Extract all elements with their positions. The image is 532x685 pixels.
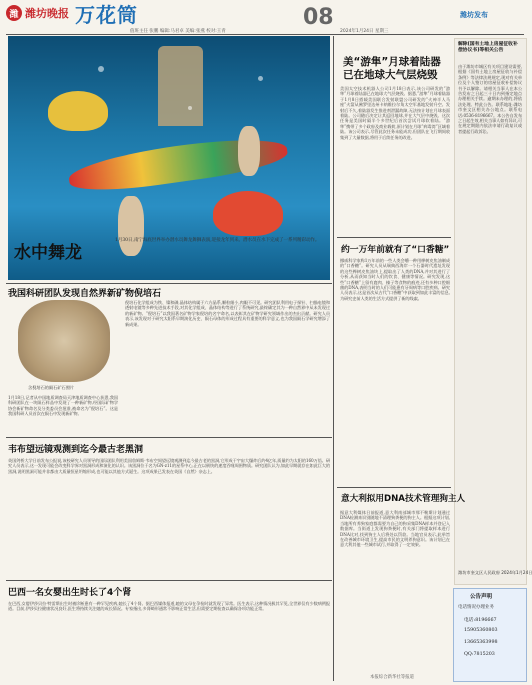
notice-body: 由于潍坊市城区有关项目建设需要,根据《国有土地上房屋征收与补偿条例》等法律法规规定,现对有关单位及个人签订的房屋征收补偿协议书予以解除。请相关当事人在本公告发布之日起三十日内到指定地点办理相关手续。逾期未办理的,将依法处理。特此公告。联系地址:潍坊市奎文区相关办公地点。联系电话:0536-8196667。本公告自发布之日起生效,相关当事人如有异议,可在规定期限内依法申请行政复议或者提起行政诉讼。	[458, 64, 522, 134]
contact-number[interactable]: 电话:8196667	[464, 618, 497, 623]
footer-credit: 本报综合新华社等报道	[370, 675, 414, 680]
bubble	[188, 106, 192, 110]
newspaper-logo: 潍	[6, 5, 22, 21]
bubble	[258, 76, 263, 81]
dog-title: 意大利拟用DNA技术管理狗主人	[341, 494, 466, 504]
moon-title-2: 已在地球大气层烧毁	[343, 69, 438, 81]
baby-title: 巴西一名女婴出生时长了4个肾	[8, 588, 132, 598]
masthead	[6, 2, 138, 27]
dog-body: 据意大利媒体日前报道,意大利南部城市那不勒斯计划通过DNA检测来识别随地不清理狗粪便的狗主人。根据这项计划,当地所有养狗家庭都需要为自己的狗采集DNA样本并登记入数据库。当街道上发现狗粪便时,有关部门将提取样本进行DNA比对,找到狗主人后将处以罚款。当地官员表示,此举旨在改善城市环境卫生,提高市民的文明养狗意识。该计划已在意大利其他一些城市试行,并取得了一定效果。	[340, 510, 450, 548]
bubble	[98, 66, 104, 72]
page-number: 08	[303, 5, 334, 30]
section-rule	[337, 487, 451, 488]
lion-costume	[213, 191, 283, 236]
section-rule	[6, 437, 332, 438]
mineral-image-caption: 含倪培石的陨石矿石照片	[28, 385, 75, 390]
mineral-body-left: 1月18日,记者从中国地质调查局天津地质调查中心获悉,我国科研团队在一块陨石样品中发现了一种新矿物,经国际矿物学协会新矿物命名及分类委员会批准,被命名为“倪培石”。这是我国科研人员首次在陨石中发现新矿物。	[8, 395, 118, 417]
mineral-body-right: 倪培石化学组成为铁、镍和磷,晶体结构属于六方晶系,颗粒细小,肉眼不可见。研究团队利用电子探针、扫描电镜和透射电镜等多种先进技术手段,对其化学组成、晶体结构等进行了系统研究,最终确定其为一种自然界中从未发现过的新矿物。“倪培石”以我国著名矿物学家倪培的名字命名,以表彰其在矿物学研究领域作出的杰出贡献。研究人员表示,该发现对于研究太阳系早期演化历史、陨石母体的形成过程具有重要的科学意义,也为我国陨石学研究增添了新成果。	[125, 300, 330, 327]
moon-title-1: 美“游隼”月球着陆器	[343, 56, 441, 68]
section-rule	[6, 580, 332, 581]
section-title: 万花筒	[75, 2, 138, 27]
header-ad: 潍坊发布	[460, 11, 488, 19]
contact-number[interactable]: 15905360803	[464, 628, 498, 633]
photo-caption: 1月30日,南宁海底世界举办潜水员舞龙舞狮表演,迎接龙年到来。潜水员在水下完成了一系列精彩动作。	[115, 238, 320, 243]
header-rule	[6, 34, 524, 35]
notice-title: 解除(国有土地上房屋征收补偿协议书)等相关公告	[458, 42, 518, 53]
header-meta: 值班主任 张鹏 编辑:马君卓 美编:张燕 校对:王青	[130, 29, 226, 34]
section-rule	[337, 237, 451, 238]
baby-body: 在巴西,女婴伊莎贝拉·特雷斯出生时被诊断患有一种罕见疾病,她长了4个肾。据巴西媒体报道,她的父母在孕检时就发现了异常。医生表示,这种情况极其罕见,全世界仅有少数病例报道。目前,伊莎贝拉健康状况良好,医生将持续关注她的成长情况。专家指出,多肾畸形通常不影响正常生活,但需要定期检查以确保各项功能正常。	[8, 601, 330, 612]
mineral-sample-image	[18, 300, 110, 382]
header-date: 2024年1月24日 星期三	[340, 29, 389, 34]
blackhole-body: 英国剑桥大学日前发布公报说,该校研究人员领导的国际团队利用美国詹姆斯·韦布空间望远镜观测到迄今最古老的黑洞,它形成于宇宙大爆炸后约4亿年,质量约为太阳的160万倍。研究人员表示,这一发现可能会改变科学界对黑洞形成和演化的认识。该黑洞位于名为GN-z11的星系中心,正在以极快的速度吞噬周围物质。研究团队认为,如此早期就存在如此巨大的黑洞,说明黑洞可能并非都由大质量恒星坍缩形成,也可能以其他方式诞生。这项成果已发表在英国《自然》杂志上。	[8, 458, 330, 474]
mineral-title: 我国科研团队发现自然界新矿物倪培石	[8, 289, 162, 299]
gum-title: 约一万年前就有了“口香糖”	[341, 245, 450, 255]
contact-qq[interactable]: QQ:7815203	[464, 652, 495, 657]
photo-title: 水中舞龙	[14, 243, 82, 263]
gum-body: 挪威科学家称1万年前的一些人类会嚼一种用桦树皮焦油制成的“口香糖”。研究人员从瑞典西海岸一个石器时代遗址发现的这些桦树皮焦油块上,提取出了人类的DNA,并对其进行了分析,从而获知当时人们的饮食、健康等情况。研究发现,这些“口香糖”上留有鹿肉、榛子等食物的痕迹,还有多种口腔细菌的DNA,表明当时的人们可能患有牙周病等口腔疾病。研究人员表示,这是首次从古代“口香糖”中获取到如此丰富的信息,为研究史前人类的生活方式提供了新的线索。	[340, 258, 450, 301]
contact-phone-label: 电话情况办理业务	[458, 605, 494, 610]
column-rule	[333, 36, 334, 681]
contact-number[interactable]: 13665363998	[464, 640, 498, 645]
contact-title: 公告声明	[470, 594, 493, 600]
section-rule	[6, 283, 332, 284]
lion-costume	[48, 91, 108, 131]
newspaper-name: 潍坊晚报	[25, 7, 69, 20]
notice-signature: 潍坊市奎文区人民政府 2024年1月24日	[458, 570, 532, 575]
moon-body: 美国太空技术机器人公司1月18日表示,该公司研发的“游隼”月球着陆器已在地球大气层烧毁。据悉,“游隼”月球着陆器于1月8日搭载美国联合发射联盟公司研发的“火神半人马座”火箭从佛罗里达州卡纳维拉尔角太空军基地发射升空。发射后不久,着陆器发生推进剂泄漏故障,无法按计划在月球表面着陆。公司随后决定让其返回地球,并在大气层中烧毁。这次任务是美国时隔半个多世纪后首次尝试月球软着陆。“游隼”携带了多个政府及商业载荷,原计划在月球“病毒湾”区域着陆。该公司表示,尽管此次任务未能成功,但团队在飞行期间收集到了大量数据,将用于后续任务的改进。	[340, 86, 450, 140]
contact-box	[453, 588, 527, 682]
stone-decoration	[158, 46, 203, 126]
blackhole-title: 韦布望远镜观测到迄今最古老黑洞	[8, 445, 144, 455]
diver	[238, 126, 260, 176]
